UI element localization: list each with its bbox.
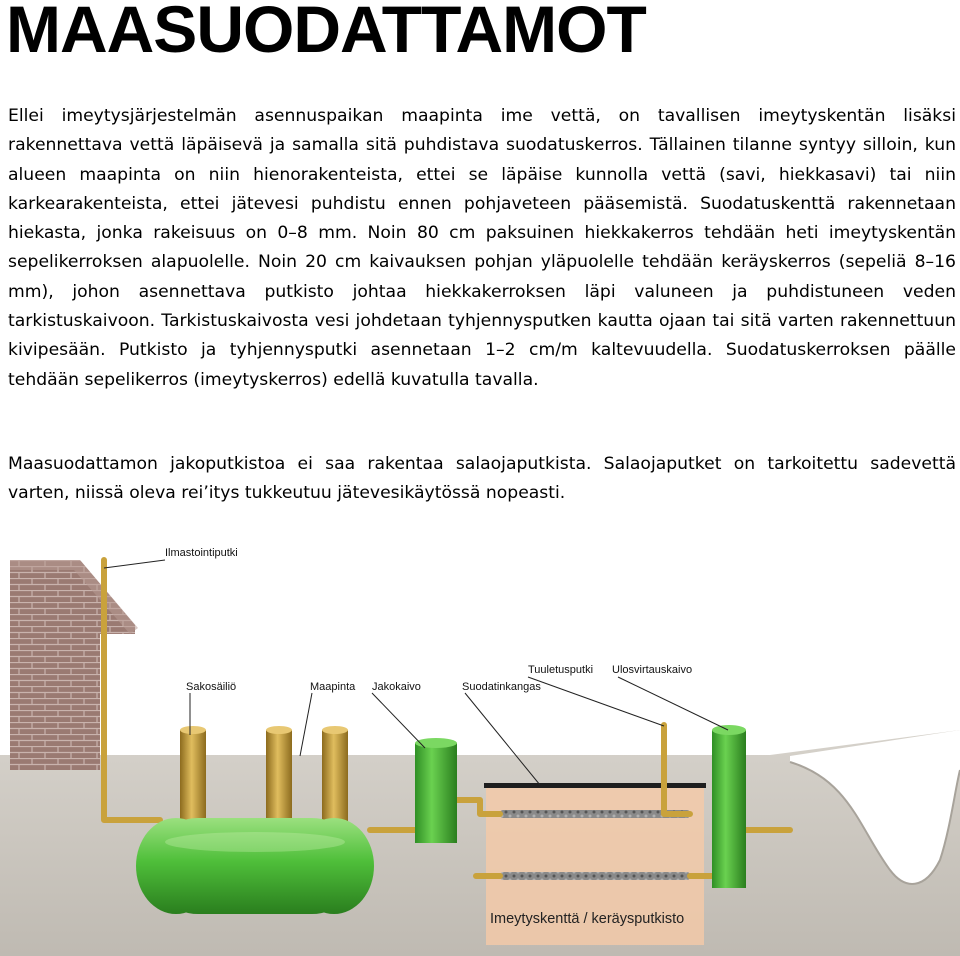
label-filter-fabric: Suodatinkangas xyxy=(462,681,541,693)
note-paragraph: Maasuodattamon jakoputkistoa ei saa rakentaa salaojaputkista. Salaojaputket on tarkoitettu sadevettä varten, niissä oleva rei’itys tukkeutuu jätevesikäytössä nopeasti. xyxy=(8,454,956,504)
tank-riser-2 xyxy=(266,730,292,830)
page-title: MAASUODATTAMOT xyxy=(6,0,646,66)
label-ventilation-pipe: Ilmastointiputki xyxy=(165,547,238,559)
diagram-caption: Imeytyskenttä / keräysputkisto xyxy=(490,911,685,927)
label-air-pipe: Tuuletusputki xyxy=(528,664,594,676)
septic-tank xyxy=(136,818,374,914)
collection-pipe-lower xyxy=(500,872,690,880)
house-wall xyxy=(10,560,138,770)
label-ground-surface: Maapinta xyxy=(310,681,356,693)
outflow-well xyxy=(712,725,746,888)
filter-fabric xyxy=(484,783,706,788)
label-distribution-well: Jakokaivo xyxy=(372,681,421,693)
label-outflow-well: Ulosvirtauskaivo xyxy=(612,664,693,676)
distribution-well xyxy=(415,738,457,843)
tank-riser-3 xyxy=(322,730,348,830)
label-septic-tank: Sakosäiliö xyxy=(186,681,237,693)
soil-filter-diagram xyxy=(0,530,960,956)
intro-paragraph: Ellei imeytysjärjestelmän asennuspaikan maapinta ime vettä, on tavallisen imeytyskentän lisäksi rakennettava vettä läpäisevä ja samalla sitä puhdistava suodatuskerros. Tällainen tilanne syntyy silloin, kun alueen maapinta on niin hienorakenteista, ettei se läpäise kunnolla vettä (savi, hiekkasavi) tai niin karkearakenteista, ettei jätevesi puhdistu ennen pohjaveteen pääsemistä. Suodatuskenttä rakennetaan hiekasta, jonka rakeisuus on 0–8 mm. Noin 80 cm paksuinen hiekkakerros tehdään heti imeytyskentän sepelikerroksen alapuolelle. Noin 20 cm kaivauksen pohjan yläpuolelle tehdään keräyskerros (sepeliä 8–16 mm), johon asennettava putkisto johtaa hiekkakerroksen läpi valuneen ja puhdistuneen veden tarkistuskaivoon. Tarkistuskaivosta vesi johdetaan tyhjennysputken kautta ojaan tai sitä varten rakennettuun kivipesään. Putkisto ja tyhjennysputki asennetaan 1–2 cm/m kaltevuudella. Suodatuskerroksen päälle tehdään sepelikerros (imeytyskerros) edellä kuvatulla tavalla. xyxy=(8,106,956,390)
tank-riser-1 xyxy=(180,730,206,830)
